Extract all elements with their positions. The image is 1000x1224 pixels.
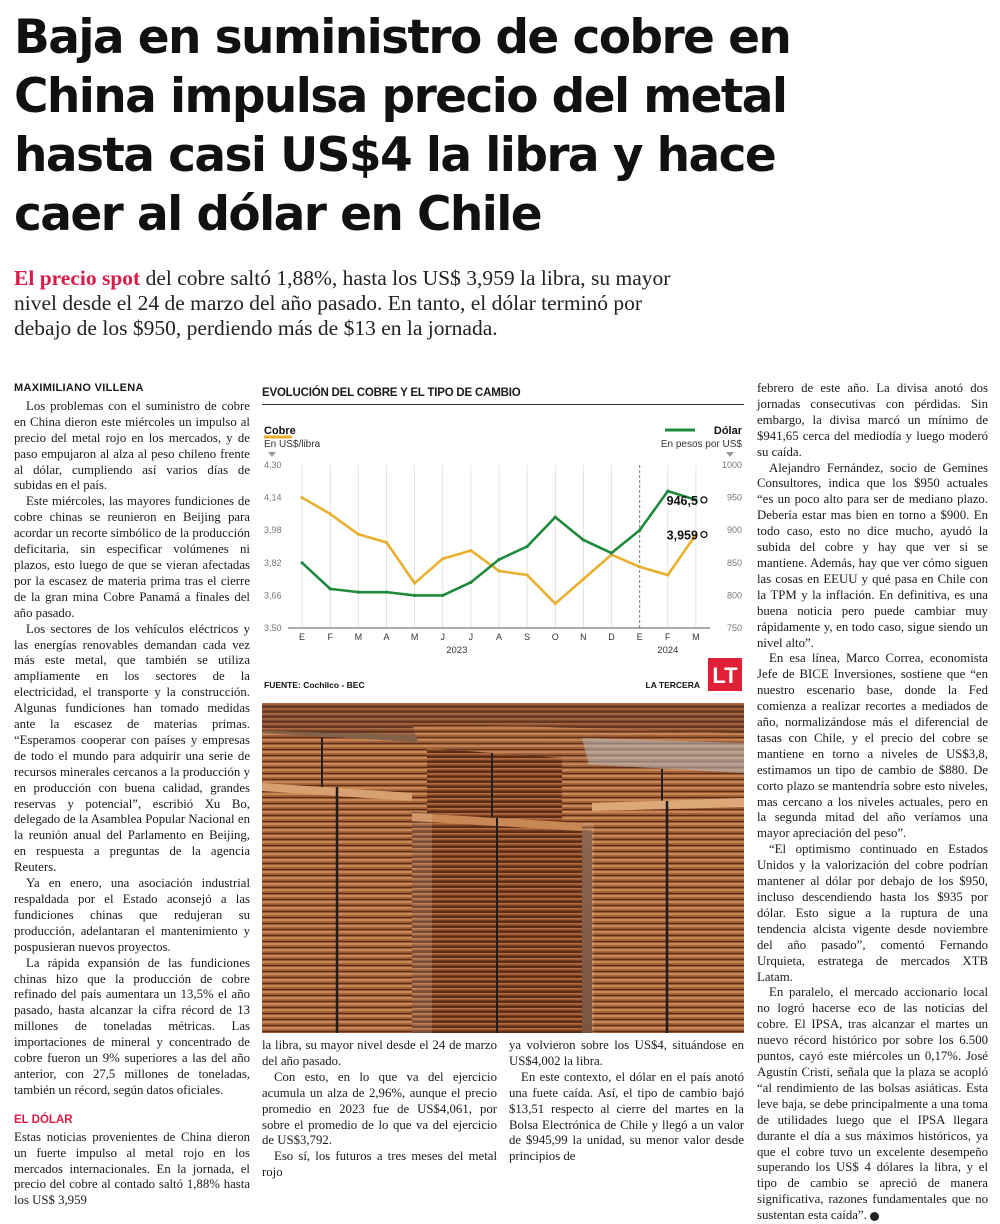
month-tick-label: J [468,632,474,642]
month-tick-label: D [608,632,615,642]
dolar-point [300,561,303,564]
dolar-point [441,594,444,597]
column-1 [14,381,250,1209]
cobre-point [300,496,303,499]
paragraph: Los problemas con el suministro de cobre en China dieron este miércoles un impulso al precio del metal rojo en los mercados, y de paso empujaron al alza al peso chileno frente al dólar, cumpliendo así varios días de subidas en el país. [14,398,250,493]
paragraph-text: En paralelo, el mercado accionario local no logró hacerse eco de las noticias del cobre. El IPSA, tras alcanzar el martes un nuevo récord histórico por sobre los 6.500 puntos, cayó este miércoles un 0,17%. José Agustín Cristi, señala que la plaza se acopló “al rendimiento de las bolsas asiáticas. Esta leve baja, se debe principalmente a una toma de utilidades luego que el IPSA llegara durante el día a sus máximos históricos, ya que el cobre tuvo un excelente desempeño superando los US$ 4 dólares la libra, y el tipo de cambio se apreció de manera significativa, razones fundamentales que no sustentan esta caída”. [757,985,988,1223]
month-tick-label: F [665,632,671,642]
legend-dolar-label: Dólar [713,425,742,437]
left-axis-marker-icon [268,452,276,457]
cobre-point [357,533,360,536]
dolar-point [357,591,360,594]
dolar-end-marker [701,497,707,503]
right-tick-label: 950 [726,492,742,503]
copper-dollar-line-chart [262,382,744,694]
headline-line: caer al dólar en Chile [14,187,542,242]
article-deck [14,266,989,341]
month-tick-label: A [495,632,503,642]
end-mark-icon: P [870,1212,879,1221]
cobre-point [638,565,641,568]
cobre-point [497,569,500,572]
cobre-point [554,602,557,605]
cobre-end-label: 3,959 [666,528,698,543]
headline-line: hasta casi US$4 la libra y hace [14,128,776,183]
cobre-point [582,578,585,581]
dolar-point [413,594,416,597]
month-tick-label: N [580,632,587,642]
right-axis-marker-icon [726,452,734,457]
dolar-point [582,538,585,541]
month-tick-label: E [636,632,643,642]
deck-line: debajo de los $950, perdiendo más de $13 en la jornada. [14,316,498,340]
left-tick-label: 3,66 [264,590,282,601]
right-tick-label: 1000 [721,460,742,470]
chart-grid [288,465,710,628]
column-2 [262,1038,497,1181]
year-label: 2024 [657,645,679,656]
paragraph [757,985,988,1224]
article-headline [14,8,989,244]
left-tick-label: 3,98 [264,525,282,536]
month-tick-label: M [410,632,419,642]
month-tick-label: S [524,632,531,642]
deck-text: del cobre saltó 1,88%, hasta los US$ 3,959 la libra, su mayor [140,266,671,290]
left-tick-label: 3,50 [264,623,282,633]
paragraph: febrero de este año. La divisa anotó dos jornadas consecutivas con pérdidas. Sin embargo, la divisa marcó un mínimo de $941,65 cerca del mediodía y luego moderó su caída. [757,381,988,459]
legend-cobre-unit: En US$/libra [264,439,321,450]
year-label: 2023 [446,645,468,656]
logo-text: LT [712,663,738,688]
legend-cobre-label: Cobre [264,425,296,437]
cobre-end-marker [701,531,707,537]
right-tick-label: 900 [726,525,742,536]
paragraph: Alejandro Fernández, socio de Gemines Consultores, indica que los $950 actuales “es un poco alto para ser de mediano plazo. Debería estar mas bien en torno a $900. En todo caso, esto no dice mucho, ayudó la subida del cobre y hay que ver si se mantiene. Además, hay que ver cómo siguen las cosas en EEUU y qué pasa en Chile con la TPM y la inflación. En definitiva, es una buena noticia pero puede cambiar muy rápidamente y, en todo caso, sigue siendo un nivel alto”. [757,460,988,650]
dolar-point [385,591,388,594]
right-tick-label: 800 [726,590,742,601]
chart-source: FUENTE: Cochilco - BEC [264,680,365,690]
chart-end-labels [667,494,707,543]
deck-lead: El precio spot [14,266,141,290]
dolar-point [526,545,529,548]
month-tick-label: O [551,632,559,642]
dolar-point [666,489,669,492]
column-3 [509,1038,744,1165]
chart-publisher: LA TERCERA [645,680,700,690]
cobre-point [441,557,444,560]
paragraph: La rápida expansión de las fundiciones chinas hizo que la producción de cobre refinado del país aumentara un 13,5% el año pasado, hasta alcanzar la cifra récord de 13 millones de toneladas métricas. Las importaciones de mineral y concentrado de cobre fueron un 9% superiores a las del año anterior, con 27,5 millones de toneladas, también un récord, según datos oficiales. [14,955,250,1097]
left-tick-label: 4,14 [264,492,282,503]
chart-title: EVOLUCIÓN DEL COBRE Y EL TIPO DE CAMBIO [262,387,521,399]
month-tick-label: A [383,632,390,642]
left-tick-label: 4,30 [264,460,282,470]
cobre-point [385,541,388,544]
byline: MAXIMILIANO VILLENA [14,382,144,394]
paragraph: En esa línea, Marco Correa, economista Jefe de BICE Inversiones, sostiene que “en nuestro escenario base, donde la Fed comienza a realizar recortes a mediados de año, normalizándose más el diferencial de tasas con Chile, y el precio del cobre se mantiene en torno a niveles de US$3,8, estimamos un tipo de cambio de $880. De corto plazo se mantendría sobre esto niveles, mas cercano a los niveles actuales, pero en la segunda mitad del año veríamos una mayor apreciación del peso”. [757,651,988,841]
legend-dolar-unit: En pesos por US$ [660,439,742,450]
column-4 [757,381,988,1224]
paragraph: Ya en enero, una asociación industrial respaldada por el Estado aconsejó a las fundiciones chinas que redujeran su producción, adelantaran el mantenimiento y pospusieran nuevos proyectos. [14,876,250,954]
copper-cathodes-photo [262,703,744,1033]
right-tick-label: 850 [726,557,742,568]
right-tick-label: 750 [726,623,742,633]
paragraph: Este miércoles, las mayores fundiciones de cobre chinas se reunieron en Beijing para acordar un recorte simbólico de la producción deficitaria, sin especificar volúmenes ni plazos, esto luego de que se vieran afectadas por la escasez de materia prima tras el cierre de la gran mina Cobre Panamá a finales del año pasado. [14,494,250,620]
cobre-point [666,573,669,576]
left-tick-label: 3,82 [264,557,282,568]
headline-line: Baja en suministro de cobre en [14,10,791,65]
dolar-point [610,551,613,554]
paragraph: Estas noticias provenientes de China dieron un fuerte impulso al metal rojo en los mercados internacionales. En la jornada, el precio del cobre al contado saltó 1,88% hasta los US$ 3,959 [14,1129,250,1208]
paragraph: Con esto, en lo que va del ejercicio acumula un alza de 2,96%, aunque el precio promedio en 2023 fue de US$4,061, por sobre el promedio de lo que va del ejercicio de US$3,792. [262,1069,497,1148]
paragraph: En este contexto, el dólar en el país anotó una fuete caída. Así, el tipo de cambio bajó $13,51 respecto al cierre del martes en la Bolsa Electrónica de Chile y llegó a un valor de $945,99 la unidad, su menor valor desde principios de [509,1069,744,1164]
deck-line [14,266,989,291]
month-tick-label: F [327,632,333,642]
paragraph: “El optimismo continuado en Estados Unidos y la valorización del cobre podrían mantener al dólar por debajo de los $950, incluso descendiendo hasta los $935 por dólar. Esto sigue a la ruptura de una tendencia alcista vigente desde noviembre del año pasado”, comentó Fernando Urquieta, estratega de mercados XTB Latam. [757,842,988,984]
paragraph: la libra, su mayor nivel desde el 24 de marzo del año pasado. [262,1038,497,1068]
dolar-point [554,516,557,519]
dolar-point [497,558,500,561]
paragraph: ya volvieron sobre los US$4, situándose en US$4,002 la libra. [509,1038,744,1068]
cobre-point [469,549,472,552]
dolar-end-label: 946,5 [666,493,698,508]
cobre-point [329,512,332,515]
chart-figure [262,382,744,694]
dolar-point [329,587,332,590]
paragraph: Los sectores de los vehículos eléctricos y las energías renovables demandan cada vez más este metal, que también se utiliza ampliamente en los sectores de la electricidad, el transporte y la construcción. Algunas fundiciones han tomado medidas ante la escasez de materias primas. “Esperamos cooperar con países y empresas de todo el mundo para adquirir una serie de recursos minerales cercanos a la producción y en producción con buena calidad, grandes reservas y potencial”, escribió Xu Bo, delegado de la Asamblea Popular Nacional en la reunión anual del Parlamento en Beijing, en respuesta a preguntas de la agencia Reuters. [14,621,250,875]
subhead-dolar: EL DÓLAR [14,1113,73,1126]
headline-line: China impulsa precio del metal [14,69,787,124]
month-tick-label: M [354,632,363,642]
cobre-point [526,573,529,576]
dolar-point [469,581,472,584]
month-tick-label: E [299,632,306,642]
paragraph: Eso sí, los futuros a tres meses del metal rojo [262,1149,497,1180]
deck-line: nivel desde el 24 de marzo del año pasado. En tanto, el dólar terminó por [14,291,643,315]
cobre-point [413,582,416,585]
month-tick-label: J [440,632,445,642]
dolar-point [638,529,641,532]
month-tick-label: M [692,632,700,642]
